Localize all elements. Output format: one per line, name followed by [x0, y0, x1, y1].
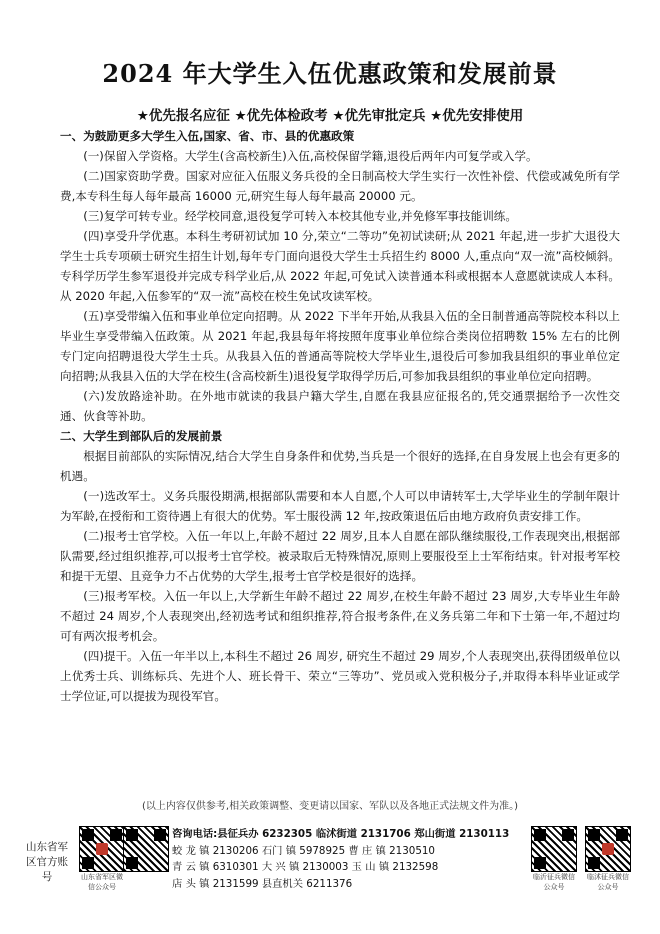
section1-heading: 一、为鼓励更多大学生入伍,国家、省、市、县的优惠政策	[60, 129, 355, 143]
footer	[22, 820, 638, 920]
qr-code-4	[584, 826, 632, 891]
contact-row: 蛟 龙 镇 2130206 石门 镇 5978925 曹 庄 镇 2130510	[172, 844, 435, 857]
contact-row: 青 云 镇 6310301 大 兴 镇 2130003 玉 山 镇 2132598	[172, 861, 439, 873]
qr-code-1	[78, 826, 126, 891]
section1-item-1: (一)保留入学资格。大学生(含高校新生)入伍,高校保留学籍,退役后两年内可复学或入学。	[83, 149, 538, 163]
section2-item-4: (四)提干。入伍一年半以上,本科生不超过 26 周岁, 研究生不超过 29 周岁,个人表现突出,获得团级单位以上优秀士兵、训练标兵、先进个人、班长骨干、荣立“三等功”、党员或入党积极分子,并取得本科毕业证或学士学位证,可以提拔为现役军官。	[60, 649, 620, 703]
policy-body	[60, 126, 620, 706]
qr-code-2	[122, 826, 170, 886]
disclaimer-note: (以上内容仅供参考,相关政策调整、变更请以国家、军队以及各地正式法规文件为准。)	[142, 801, 518, 812]
emblem-icon	[96, 843, 108, 855]
qr-code-3	[530, 826, 578, 891]
section2-intro: 根据目前部队的实际情况,结合大学生自身条件和优势,当兵是一个很好的选择,在自身发展上也会有更多的机遇。	[60, 449, 620, 483]
qr-icon	[585, 826, 631, 872]
section1-item-5: (五)享受带编入伍和事业单位定向招聘。从 2022 下半年开始,从我县入伍的全日制普通高等院校本科以上毕业生享受带编入伍政策。从 2021 年起,我县每年将按照年度事业单位综合类岗位招聘数 15% 左右的比例专门定向招聘退役大学生士兵。从我县入伍的普通高等院校大学毕业生,退役后可参加我县组织的事业单位定向招聘;从我县入伍的大学在校生(含高校新生)退役复学取得学历后,可参加我县组织的事业单位定向招聘。	[60, 309, 620, 383]
section1-item-4: (四)享受升学优惠。本科生考研初试加 10 分,荣立“二等功”免初试读研;从 2021 年起,进一步扩大退役大学生士兵专项硕士研究生招生计划,每年专门面向退役大学生士兵招生约 8000 人,重点向“双一流”高校倾斜。专科学历学生参军退役并完成专科学业后,从 2022 年起,可免试入读普通本科或根据本人意愿就读成人本科。从 2020 年起,入伍参军的“双一流”高校在校生免试攻读军校。	[60, 229, 620, 303]
section2-item-2: (二)报考士官学校。入伍一年以上,年龄不超过 22 周岁,且本人自愿在部队继续服役,工作表现突出,根据部队需要,经过组织推荐,可以报考士官学校。被录取后无特殊情况,原则上要服役至上士军衔结束。针对报考军校和提干无望、且竞争力不占优势的大学生,报考士官学校是很好的选择。	[60, 529, 620, 583]
section2-item-3: (三)报考军校。入伍一年以上,大学新生年龄不超过 22 周岁,在校生年龄不超过 23 周岁,大专毕业生年龄不超过 24 周岁,个人表现突出,经初选考试和组织推荐,符合报考条件,在义务兵第二年和下士第一年,不超过均可有两次报考机会。	[60, 589, 620, 643]
page-title: 2024 年大学生入伍优惠政策和发展前景	[102, 59, 558, 88]
section2-heading: 二、大学生到部队后的发展前景	[60, 429, 223, 443]
qr-caption: 山东省军区微信公众号	[81, 873, 123, 891]
section1-item-6: (六)发放路途补助。在外地市就读的我县户籍大学生,自愿在我县应征报名的,凭交通票据给予一次性交通、伙食等补助。	[60, 389, 620, 423]
priority-line: ★优先报名应征 ★优先体检政考 ★优先审批定兵 ★优先安排使用	[136, 108, 524, 124]
section1-item-3: (三)复学可转专业。经学校同意,退役复学可转入本校其他专业,并免修军事技能训练。	[83, 209, 517, 223]
qr-caption: 临沭征兵微信公众号	[587, 873, 629, 891]
contact-list	[172, 826, 510, 892]
emblem-icon	[602, 843, 614, 855]
section1-item-2: (二)国家资助学费。国家对应征入伍服义务兵役的全日制高校大学生实行一次性补偿、代偿或减免所有学费,本专科生每人每年最高 16000 元,研究生每人每年最高 20000 元。	[60, 169, 620, 203]
contact-row: 咨询电话:县征兵办 6232305 临沭街道 2131706 郑山街道 2130113	[172, 828, 510, 840]
qr-icon	[531, 826, 577, 872]
contact-row: 店 头 镇 2131599 县直机关 6211376	[172, 877, 353, 890]
qr-icon	[123, 826, 169, 872]
official-account-label: 山东省军区官方账号	[26, 841, 68, 883]
qr-caption: 临沂征兵微信公众号	[533, 873, 575, 891]
qr-icon	[79, 826, 125, 872]
section2-item-1: (一)选改军士。义务兵服役期满,根据部队需要和本人自愿,个人可以申请转军士,大学毕业生的学制年限计为军龄,在授衔和工资待遇上有很大的优势。军士服役满 12 年,按政策退伍后由地方政府负责安排工作。	[60, 489, 620, 523]
